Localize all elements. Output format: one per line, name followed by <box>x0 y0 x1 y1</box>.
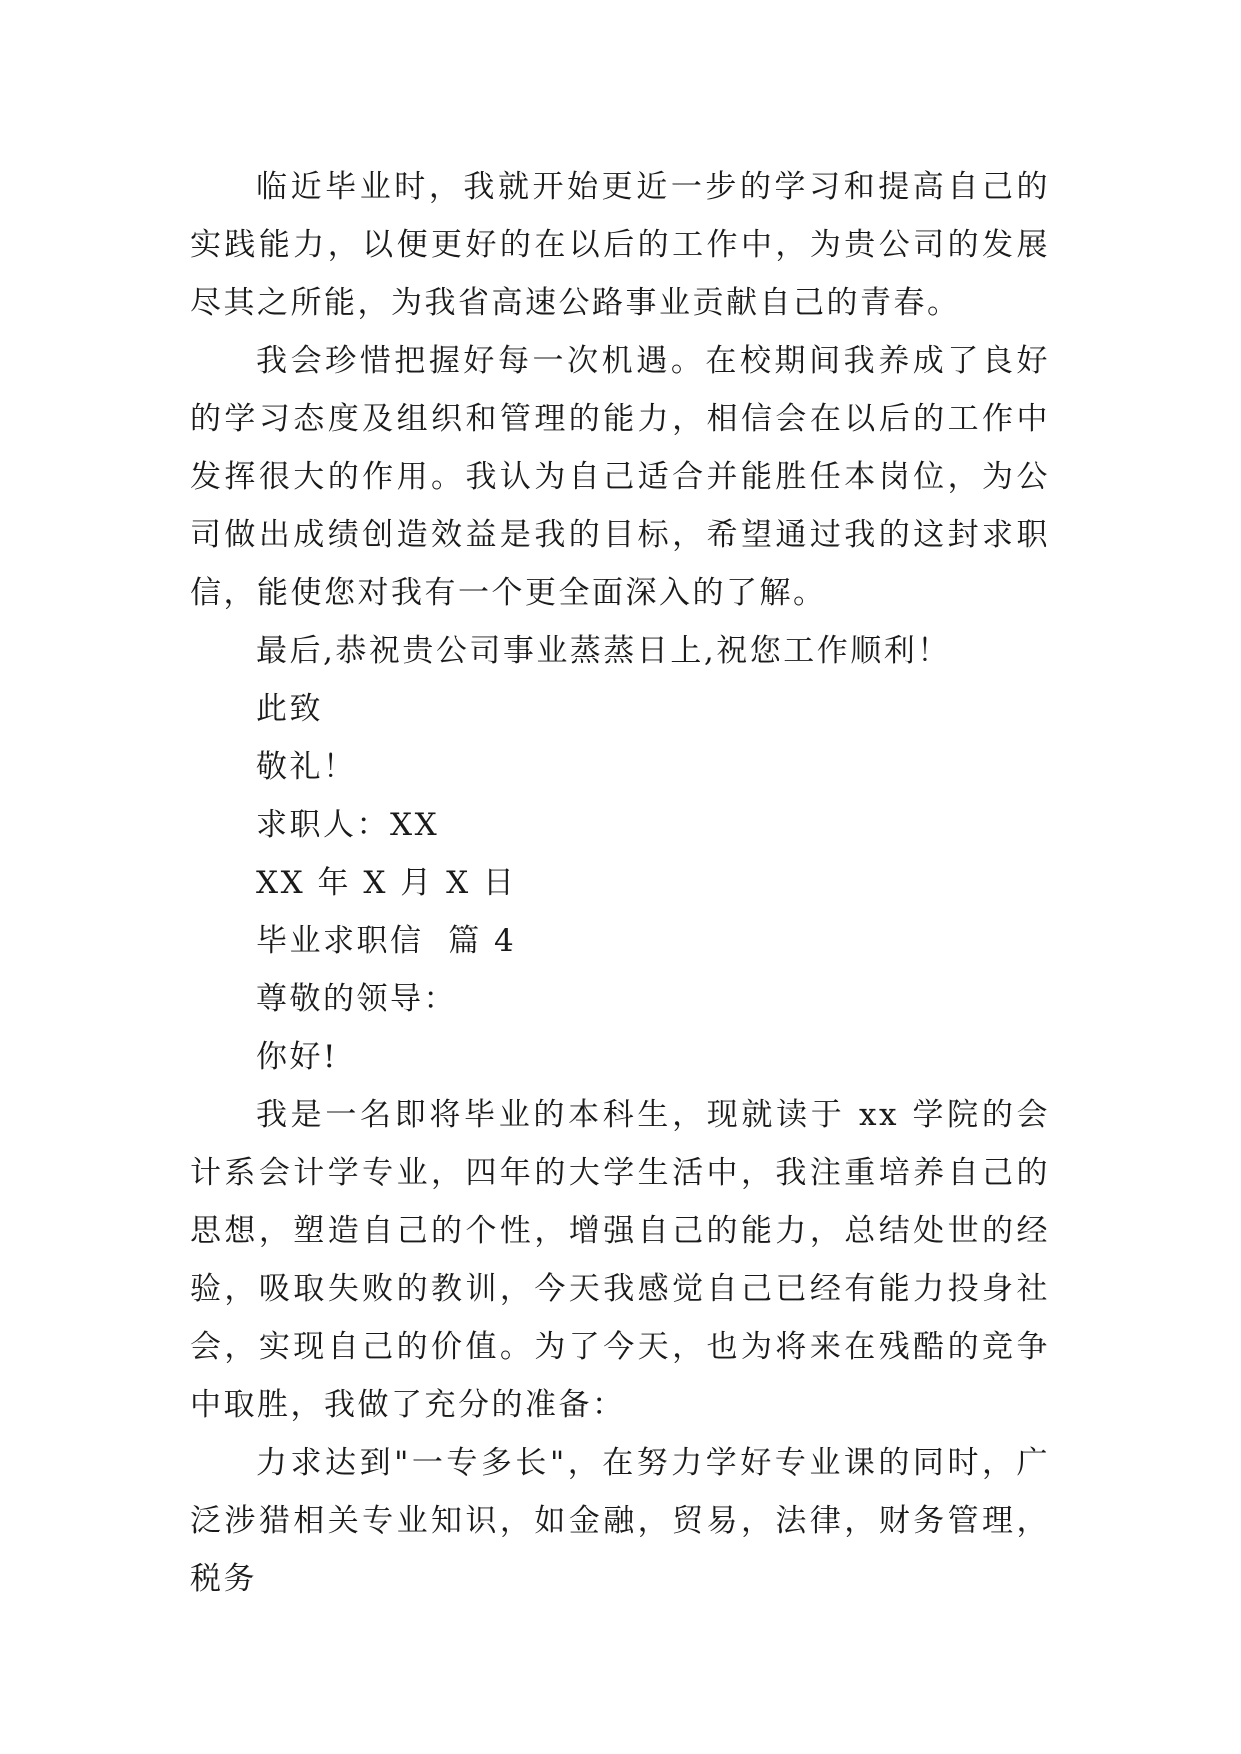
paragraph-graduation-practice: 临近毕业时，我就开始更近一步的学习和提高自己的实践能力，以便更好的在以后的工作中，为贵公司的发展尽其之所能，为我省高速公路事业贡献自己的青春。 <box>190 169 1050 321</box>
document-body <box>190 158 1050 1608</box>
applicant-signature: 求职人：XX <box>256 807 440 843</box>
letter-hello: 你好! <box>256 1039 338 1075</box>
paragraph-professional-goal: 力求达到"一专多长"，在努力学好专业课的同时，广泛涉猎相关专业知识，如金融，贸易，法律，财务管理，税务 <box>190 1445 1050 1597</box>
letter-date: XX 年 X 月 X 日 <box>256 865 517 901</box>
paragraph-self-introduction: 我是一名即将毕业的本科生，现就读于 xx 学院的会计系会计学专业，四年的大学生活中，我注重培养自己的思想，塑造自己的个性，增强自己的能力，总结处世的经验，吸取失败的教训，今天我感觉自己已经有能力投身社会，实现自己的价值。为了今天，也为将来在残酷的竞争中取胜，我做了充分的准备： <box>190 1097 1050 1423</box>
section-title: 毕业求职信 篇 4 <box>256 923 517 959</box>
paragraph-cherish-opportunity: 我会珍惜把握好每一次机遇。在校期间我养成了良好的学习态度及组织和管理的能力，相信会在以后的工作中发挥很大的作用。我认为自己适合并能胜任本岗位，为公司做出成绩创造效益是我的目标，希望通过我的这封求职信，能使您对我有一个更全面深入的了解。 <box>190 343 1050 611</box>
closing-regards: 敬礼！ <box>256 749 357 785</box>
letter-greeting: 尊敬的领导： <box>256 981 457 1017</box>
paragraph-best-wishes: 最后,恭祝贵公司事业蒸蒸日上,祝您工作顺利！ <box>256 633 951 669</box>
closing-salutation: 此致 <box>256 691 323 727</box>
